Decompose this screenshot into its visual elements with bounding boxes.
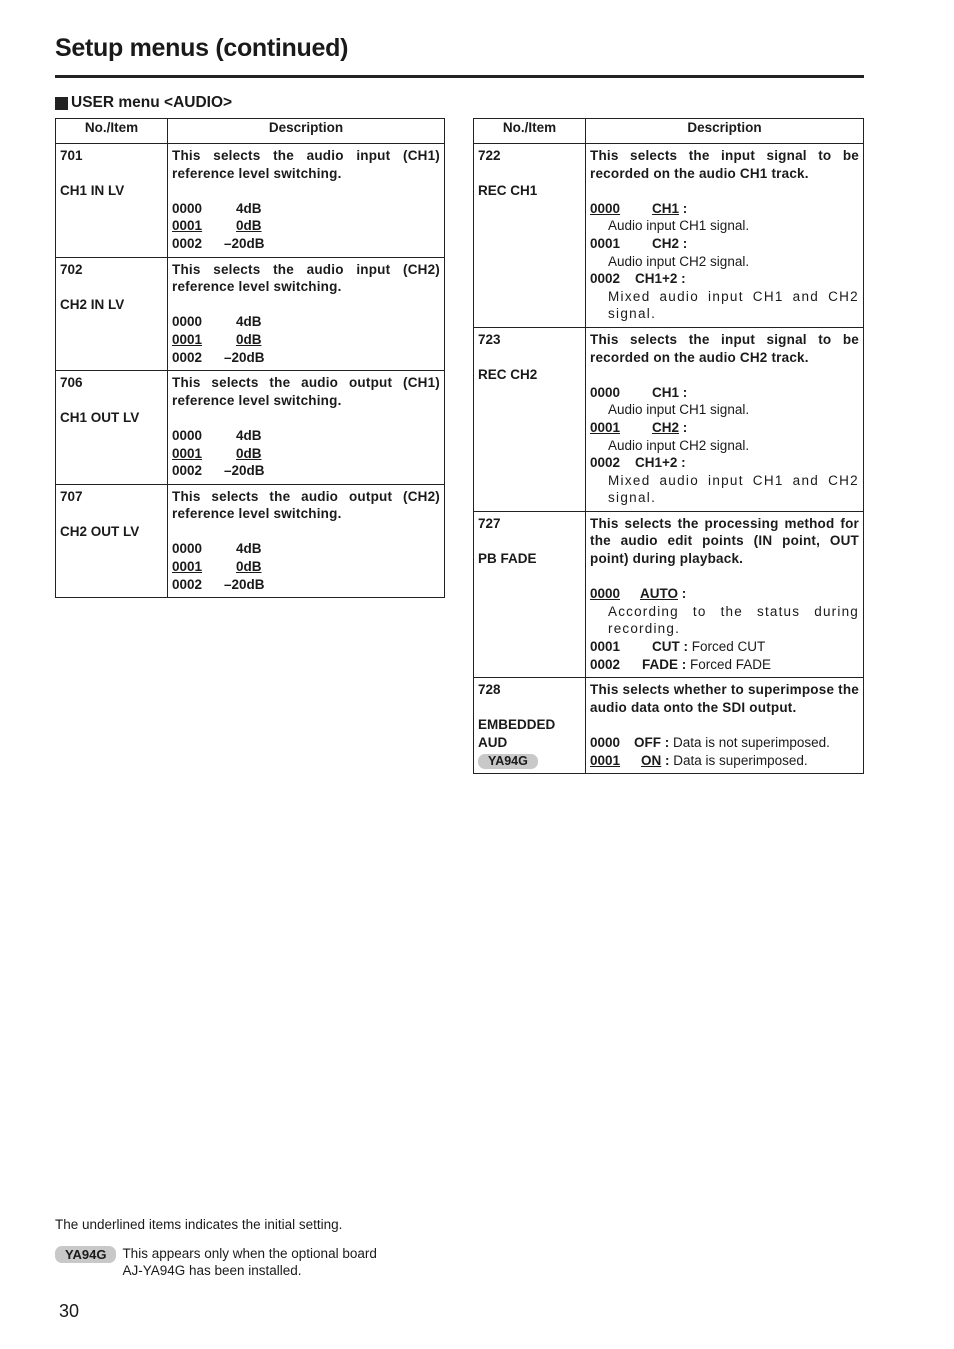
square-bullet-icon [55, 97, 68, 110]
option-code: 0002 [590, 271, 621, 287]
title-rule [55, 75, 864, 78]
option-value: –20dB [224, 576, 265, 592]
option-value-default: 0dB [236, 445, 262, 461]
table-header-row [474, 119, 864, 144]
item-number: 723 [478, 331, 501, 347]
option-row [172, 313, 440, 331]
option-code: 0000 [590, 735, 621, 750]
option-code-default: 0001 [172, 559, 203, 575]
item-number: 702 [60, 261, 83, 277]
table-row [474, 144, 864, 328]
option-row [172, 349, 440, 367]
option-row [590, 734, 859, 752]
description-text: This selects the input signal to be recorded on the audio CH2 track. [590, 331, 859, 365]
col-header-description: Description [168, 119, 445, 144]
option-row [590, 638, 859, 656]
description-text: This selects the audio output (CH1) reference level switching. [172, 375, 440, 408]
option-detail: Mixed audio input CH1 and CH2 signal. [608, 472, 859, 506]
option-label-default: CH1 [652, 200, 680, 216]
table-header-row [56, 119, 445, 144]
section-title: USER menu <AUDIO> [71, 94, 233, 111]
option-row [590, 419, 859, 437]
option-code-default: 0000 [590, 200, 621, 216]
option-row [172, 200, 440, 218]
description-cell [586, 144, 864, 328]
option-detail: Audio input CH2 signal. [608, 253, 750, 269]
description-text: This selects the input signal to be recorded on the audio CH1 track. [590, 148, 859, 181]
col-header-no-item: No./Item [474, 119, 586, 144]
col-header-description: Description [586, 119, 864, 144]
table-row [56, 257, 445, 371]
item-number: 701 [60, 148, 83, 163]
board-footnote-line1: This appears only when the optional board [122, 1246, 377, 1261]
option-row [590, 200, 859, 218]
board-footnote-line2: AJ-YA94G has been installed. [122, 1263, 302, 1278]
description-text: This selects whether to superimpose the audio data onto the SDI output. [590, 682, 859, 715]
option-code: 0002 [172, 349, 203, 365]
option-detail: Audio input CH1 signal. [608, 218, 750, 234]
option-row [172, 576, 440, 594]
option-code: 0000 [172, 427, 203, 443]
description-cell [168, 144, 445, 258]
option-code-default: 0001 [172, 445, 203, 461]
option-row [590, 752, 859, 770]
option-value: 4dB [236, 427, 262, 443]
option-row [590, 656, 859, 674]
option-value-default: 0dB [236, 218, 262, 234]
option-value-default: 0dB [236, 331, 262, 347]
option-code-default: 0001 [590, 752, 621, 768]
option-colon: : [682, 419, 688, 435]
option-row [590, 585, 859, 603]
description-text: This selects the audio input (CH2) reference level switching. [172, 261, 440, 295]
underline-footnote: The underlined items indicates the initial setting. [55, 1217, 343, 1232]
option-detail: Data is superimposed. [673, 752, 808, 768]
left-menu-table [55, 118, 445, 598]
description-cell [586, 511, 864, 677]
table-row [56, 484, 445, 598]
item-name: REC CH2 [478, 367, 538, 383]
option-code: 0001 [590, 639, 621, 655]
item-number: 707 [60, 488, 83, 504]
option-row [172, 217, 440, 235]
item-name: REC CH1 [478, 183, 538, 199]
option-detail: Forced CUT [691, 639, 766, 655]
item-name: CH2 OUT LV [60, 523, 140, 539]
option-code: 0000 [590, 384, 621, 400]
option-row [590, 384, 859, 402]
board-footnote [55, 1245, 377, 1279]
item-cell [56, 371, 168, 485]
item-name: CH2 IN LV [60, 296, 125, 312]
option-detail: According to the status during recording. [608, 603, 859, 637]
ya94g-badge: YA94G [478, 754, 538, 769]
section-heading [55, 94, 232, 112]
option-code-default: 0001 [172, 331, 203, 347]
option-label: OFF : [634, 735, 670, 750]
option-detail: Audio input CH1 signal. [608, 402, 750, 418]
option-row [590, 270, 859, 288]
option-value: 4dB [236, 314, 262, 330]
option-code: 0002 [172, 576, 203, 592]
option-colon: : [665, 752, 670, 768]
option-row [172, 427, 440, 445]
option-colon: : [682, 200, 688, 216]
item-number: 727 [478, 515, 501, 531]
item-cell [56, 484, 168, 598]
option-code: 0000 [172, 541, 203, 557]
option-value: –20dB [224, 349, 265, 365]
table-row [56, 144, 445, 258]
option-label-default: CH2 [652, 419, 680, 435]
option-label: FADE : [642, 656, 687, 672]
option-label: CH1+2 : [635, 271, 686, 287]
item-cell [474, 511, 586, 677]
option-row [172, 445, 440, 463]
option-code-default: 0001 [172, 218, 203, 234]
option-detail: Forced FADE [690, 656, 772, 672]
option-detail: Mixed audio input CH1 and CH2 signal. [608, 288, 859, 322]
option-colon: : [681, 586, 687, 602]
option-code-default: 0000 [590, 586, 621, 602]
item-name: EMBEDDED AUD [478, 717, 556, 750]
item-number: 706 [60, 375, 83, 391]
option-code: 0000 [172, 200, 203, 216]
option-label: CUT : [652, 639, 688, 655]
table-row [474, 678, 864, 774]
option-row [172, 540, 440, 558]
option-row [172, 462, 440, 480]
option-detail: Data is not superimposed. [673, 735, 830, 750]
option-value: –20dB [224, 235, 265, 251]
page-title: Setup menus (continued) [55, 34, 349, 62]
item-cell [56, 144, 168, 258]
option-value: 4dB [236, 541, 262, 557]
option-code: 0002 [172, 463, 203, 479]
option-label-default: AUTO [640, 586, 679, 602]
description-text: This selects the audio output (CH2) reference level switching. [172, 488, 440, 522]
item-cell [474, 144, 586, 328]
right-menu-table [473, 118, 864, 774]
option-label: CH1+2 : [635, 455, 686, 471]
ya94g-badge: YA94G [55, 1246, 116, 1263]
description-cell [586, 327, 864, 511]
table-row [474, 511, 864, 677]
option-row [590, 235, 859, 253]
option-code: 0001 [590, 235, 621, 251]
option-detail: Audio input CH2 signal. [608, 437, 750, 453]
option-label-default: ON [641, 752, 662, 768]
description-cell [168, 371, 445, 485]
description-text: This selects the processing method for the audio edit points (IN point, OUT point) during playback. [590, 515, 859, 567]
option-value: 4dB [236, 200, 262, 216]
board-footnote-text [122, 1245, 376, 1279]
option-row [172, 235, 440, 253]
description-cell [586, 678, 864, 774]
option-row [590, 454, 859, 472]
table-row [474, 327, 864, 511]
option-code-default: 0001 [590, 419, 621, 435]
item-name: PB FADE [478, 551, 537, 567]
description-text: This selects the audio input (CH1) reference level switching. [172, 148, 440, 181]
col-header-no-item: No./Item [56, 119, 168, 144]
option-label: CH2 : [652, 235, 688, 251]
page-number: 30 [59, 1301, 80, 1321]
item-cell [474, 327, 586, 511]
option-value-default: 0dB [236, 559, 262, 575]
table-row [56, 371, 445, 485]
description-cell [168, 484, 445, 598]
item-name: CH1 OUT LV [60, 410, 140, 426]
description-cell [168, 257, 445, 371]
item-cell [56, 257, 168, 371]
item-name: CH1 IN LV [60, 183, 125, 199]
option-label: CH1 : [652, 384, 688, 400]
option-value: –20dB [224, 463, 265, 479]
option-code: 0002 [590, 656, 621, 672]
option-code: 0002 [172, 235, 203, 251]
option-code: 0000 [172, 314, 203, 330]
item-number: 728 [478, 682, 501, 698]
option-code: 0002 [590, 455, 621, 471]
item-cell [474, 678, 586, 774]
item-number: 722 [478, 148, 501, 163]
option-row [172, 331, 440, 349]
option-row [172, 558, 440, 576]
